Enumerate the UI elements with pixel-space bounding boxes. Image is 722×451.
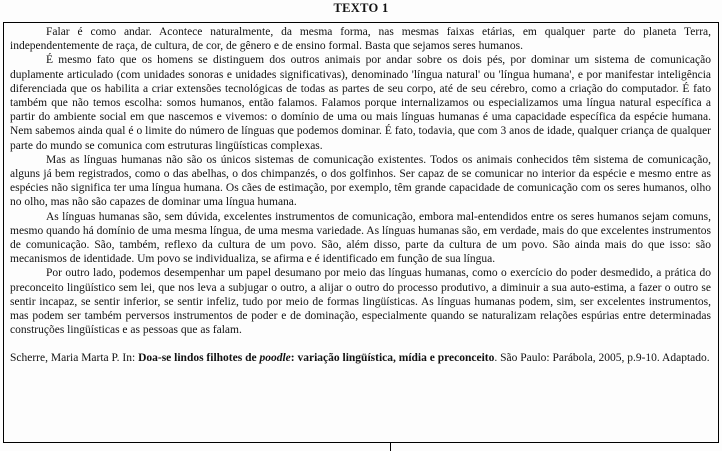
paragraph-3: Mas as línguas humanas não são os únicos sistemas de comunicação existentes. Todos os animais conhecidos têm sistema de comunicação, alguns já bem registrados, como o das abelhas, o dos chimpanzés, o dos golfinhos. Ser capaz de se comunicar no interior da espécie e mesmo entre as espécies não significa ter uma língua humana. Os cães de estimação, por exemplo, têm grande capacidade de comunicação com os seres humanos, olho no olho, mas não são capazes de dominar uma língua humana. bbox=[10, 153, 711, 209]
citation-publication: . São Paulo: Parábola, 2005, p.9-10. Adaptado. bbox=[494, 352, 710, 365]
citation-work-title-foreign-word: poodle bbox=[259, 352, 291, 365]
page-title: TEXTO 1 bbox=[333, 1, 389, 15]
paragraph-2: É mesmo fato que os homens se distinguem dos outros animais por andar sobre os dois pés, por dominar um sistema de comunicação duplamente articulado (com unidades sonoras e unidades significativas), denominado 'língua natural' ou 'língua humana', e por manifestar inteligência diferenciada que os habilita a criar extensões tecnológicas de todas as partes de seu corpo, até de seu cérebro, como a criação do computador. É fato também que não temos escolha: somos humanos, então falamos. Falamos porque internalizamos ou especializamos uma língua natural específica a partir do ambiente social em que nascemos e vivemos: o domínio de uma ou mais línguas humanas é uma capacidade específica da espécie humana. Nem sabemos ainda qual é o limite do número de línguas que podemos dominar. É fato, todavia, que com 3 anos de idade, qualquer criança de qualquer parte do mundo se comunica com estruturas lingüísticas complexas. bbox=[10, 54, 711, 152]
citation-work-title: Doa-se lindos filhotes de bbox=[138, 352, 260, 365]
paragraph-4: As línguas humanas são, sem dúvida, excelentes instrumentos de comunicação, embora mal-entendidos entre os seres humanos sejam comuns, mesmo quando há domínio de uma mesma língua, de uma mesma variedade. As línguas humanas são, em verdade, mais do que excelentes instrumentos de comunicação. São, também, reflexo da cultura de um povo. São, além disso, parte da cultura de um povo. São ainda mais do que isso: são mecanismos de identidade. Um povo se individualiza, se afirma e é identificado em função de sua língua. bbox=[10, 210, 711, 266]
paragraph-1: Falar é como andar. Acontece naturalmente, da mesma forma, nas mesmas faixas etárias, em qualquer parte do planeta Terra, independentemente de raça, de cultura, de cor, de gênero e de ensino formal. Basta que sejamos seres humanos. bbox=[10, 26, 711, 53]
citation bbox=[10, 351, 711, 365]
table-divider-tick bbox=[390, 443, 391, 451]
paragraph-5: Por outro lado, podemos desempenhar um papel desumano por meio das línguas humanas, como o exercício do poder desmedido, a prática do preconceito lingüístico sem lei, que nos leva a subjugar o outro, a alijar o outro do processo produtivo, a diminuir a sua auto-estima, a fazer o outro se sentir incapaz, se sentir inferior, se sentir infeliz, tudo por meio de formas lingüísticas. As línguas humanas podem, sim, ser excelentes instrumentos, mas podem ser também perversos instrumentos de poder e de dominação, especialmente quando se naturalizam relações espúrias entre determinadas construções lingüísticas e as pessoas que as falam. bbox=[10, 267, 711, 337]
text-box bbox=[3, 22, 719, 443]
citation-work-subtitle: : variação lingüística, mídia e preconceito bbox=[290, 352, 495, 365]
citation-author: Scherre, Maria Marta P. In: bbox=[10, 352, 139, 365]
